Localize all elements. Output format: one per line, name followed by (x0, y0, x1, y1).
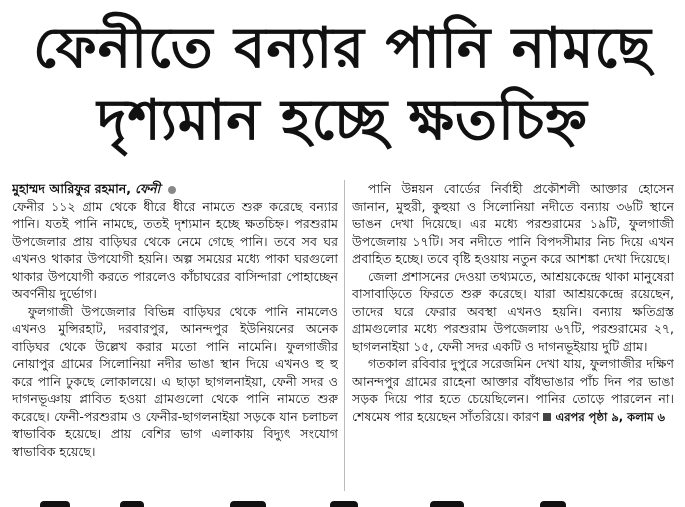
right-paragraph-3-text: গতকাল রবিবার দুপুরে সরেজমিন দেখা যায়, ফুলগাজীর দক্ষিণ আনন্দপুর গ্রামের রাহেনা আক্তার বাঁধভাঙার পাঁচ দিন পর ভাঙা সড়ক দিয়ে পার হতে চেয়েছিলেন। পানির তোড়ে পারলেন না। শেষমেষ পার হয়েছেন সাঁতরিয়ে। কারণ (352, 356, 674, 424)
byline-paragraph (12, 180, 338, 303)
bullet-dot-icon (168, 186, 176, 194)
right-column (352, 180, 674, 491)
headline-line-2: দৃশ্যমান হচ্ছে ক্ষতচিহ্ন (97, 88, 588, 153)
byline-name: মুহাম্মদ আরিফুর রহমান, (12, 181, 131, 196)
right-paragraph-2: জেলা প্রশাসনের দেওয়া তথ্যমতে, আশ্রয়কেন্দ্রে থাকা মানুষেরা বাসাবাড়িতে ফিরতে শুরু করেছে। যারা আশ্রয়কেন্দ্রে রয়েছেন, তাদের ঘরে ফেরার অবস্থা এখনও হয়নি। বন্যায় ক্ষতিগ্রস্ত গ্রামগুলোর মধ্যে পরশুরাম উপজেলায় ৬৭টি, পরশুরামের ২৭, ছাগলনাইয়া ১৫, ফেনী সদর একটি ও দাগনভূইয়ায় দুটি গ্রাম। (352, 268, 674, 354)
column-divider (344, 180, 345, 491)
left-column (12, 180, 338, 491)
continued-note (543, 410, 665, 424)
right-paragraph-3 (352, 355, 674, 426)
left-paragraph-1: ফেনীর ১১২ গ্রাম থেকে ধীরে ধীরে নামতে শুরু করেছে বন্যার পানি। যতই পানি নামছে, ততই দৃশ্যমান হচ্ছে ক্ষতচিহ্ন। পরশুরাম উপজেলার প্রায় বাড়িঘর থেকে নেমে গেছে পানি। তবে সব ঘর এখনও থাকার উপযোগী হয়নি। অল্প সময়ের মধ্যে পাকা ঘরগুলো থাকার উপযোগী করতে পারলেও কাঁচাঘরের বাসিন্দারা পোহাচ্ছেন অবর্ণনীয় দুর্ভোগ। (12, 198, 338, 301)
headline-line-1: ফেনীতে বন্যার পানি নামছে (33, 16, 652, 81)
next-headline-fragment (0, 497, 685, 507)
square-bullet-icon (543, 413, 551, 421)
right-paragraph-1: পানি উন্নয়ন বোর্ডের নির্বাহী প্রকৌশলী আক্তার হোসেন জানান, মুহুরী, কুহুয়া ও সিলোনিয়া নদীতে বন্যায় ৩৬টি স্থানে ভাঙন দেখা দিয়েছে। এর মধ্যে পরশুরামের ১৯টি, ফুলগাজী উপজেলায় ১৭টি। সব নদীতে পানি বিপদসীমার নিচ দিয়ে এখন প্রবাহিত হচ্ছে। তবে বৃষ্টি হওয়ায় নতুন করে আশঙ্কা দেখা দিয়েছে। (352, 181, 674, 266)
byline-place: ফেনী (134, 181, 161, 196)
left-paragraph-2: ফুলগাজী উপজেলার বিভিন্ন বাড়িঘর থেকে পানি নামলেও এখনও মুন্সিরহাট, দরবারপুর, আনন্দপুর ইউনিয়নের অনেক বাড়িঘর থেকে উল্লেখ করার মতো পানি নামেনি। ফুলগাজীর নোয়াপুর গ্রামের সিলোনিয়া নদীর ভাঙা স্থান দিয়ে এখনও হু হু করে পানি ঢুকছে লোকালয়ে। এ ছাড়া ছাগলনাইয়া, ফেনী সদর ও দাগনভূঞায় প্লাবিত হওয়া গ্রামগুলো থেকে পানি নামতে শুরু করেছে। ফেনী-পরশুরাম ও ফেনীর-ছাগলনাইয়া সড়কে যান চলাচল স্বাভাবিক হয়েছে। প্রায় বেশির ভাগ এলাকায় বিদ্যুৎ সংযোগ স্বাভাবিক হয়েছে। (12, 303, 338, 459)
continued-note-text: এরপর পৃষ্ঠা ৯, কলাম ৬ (555, 409, 665, 424)
